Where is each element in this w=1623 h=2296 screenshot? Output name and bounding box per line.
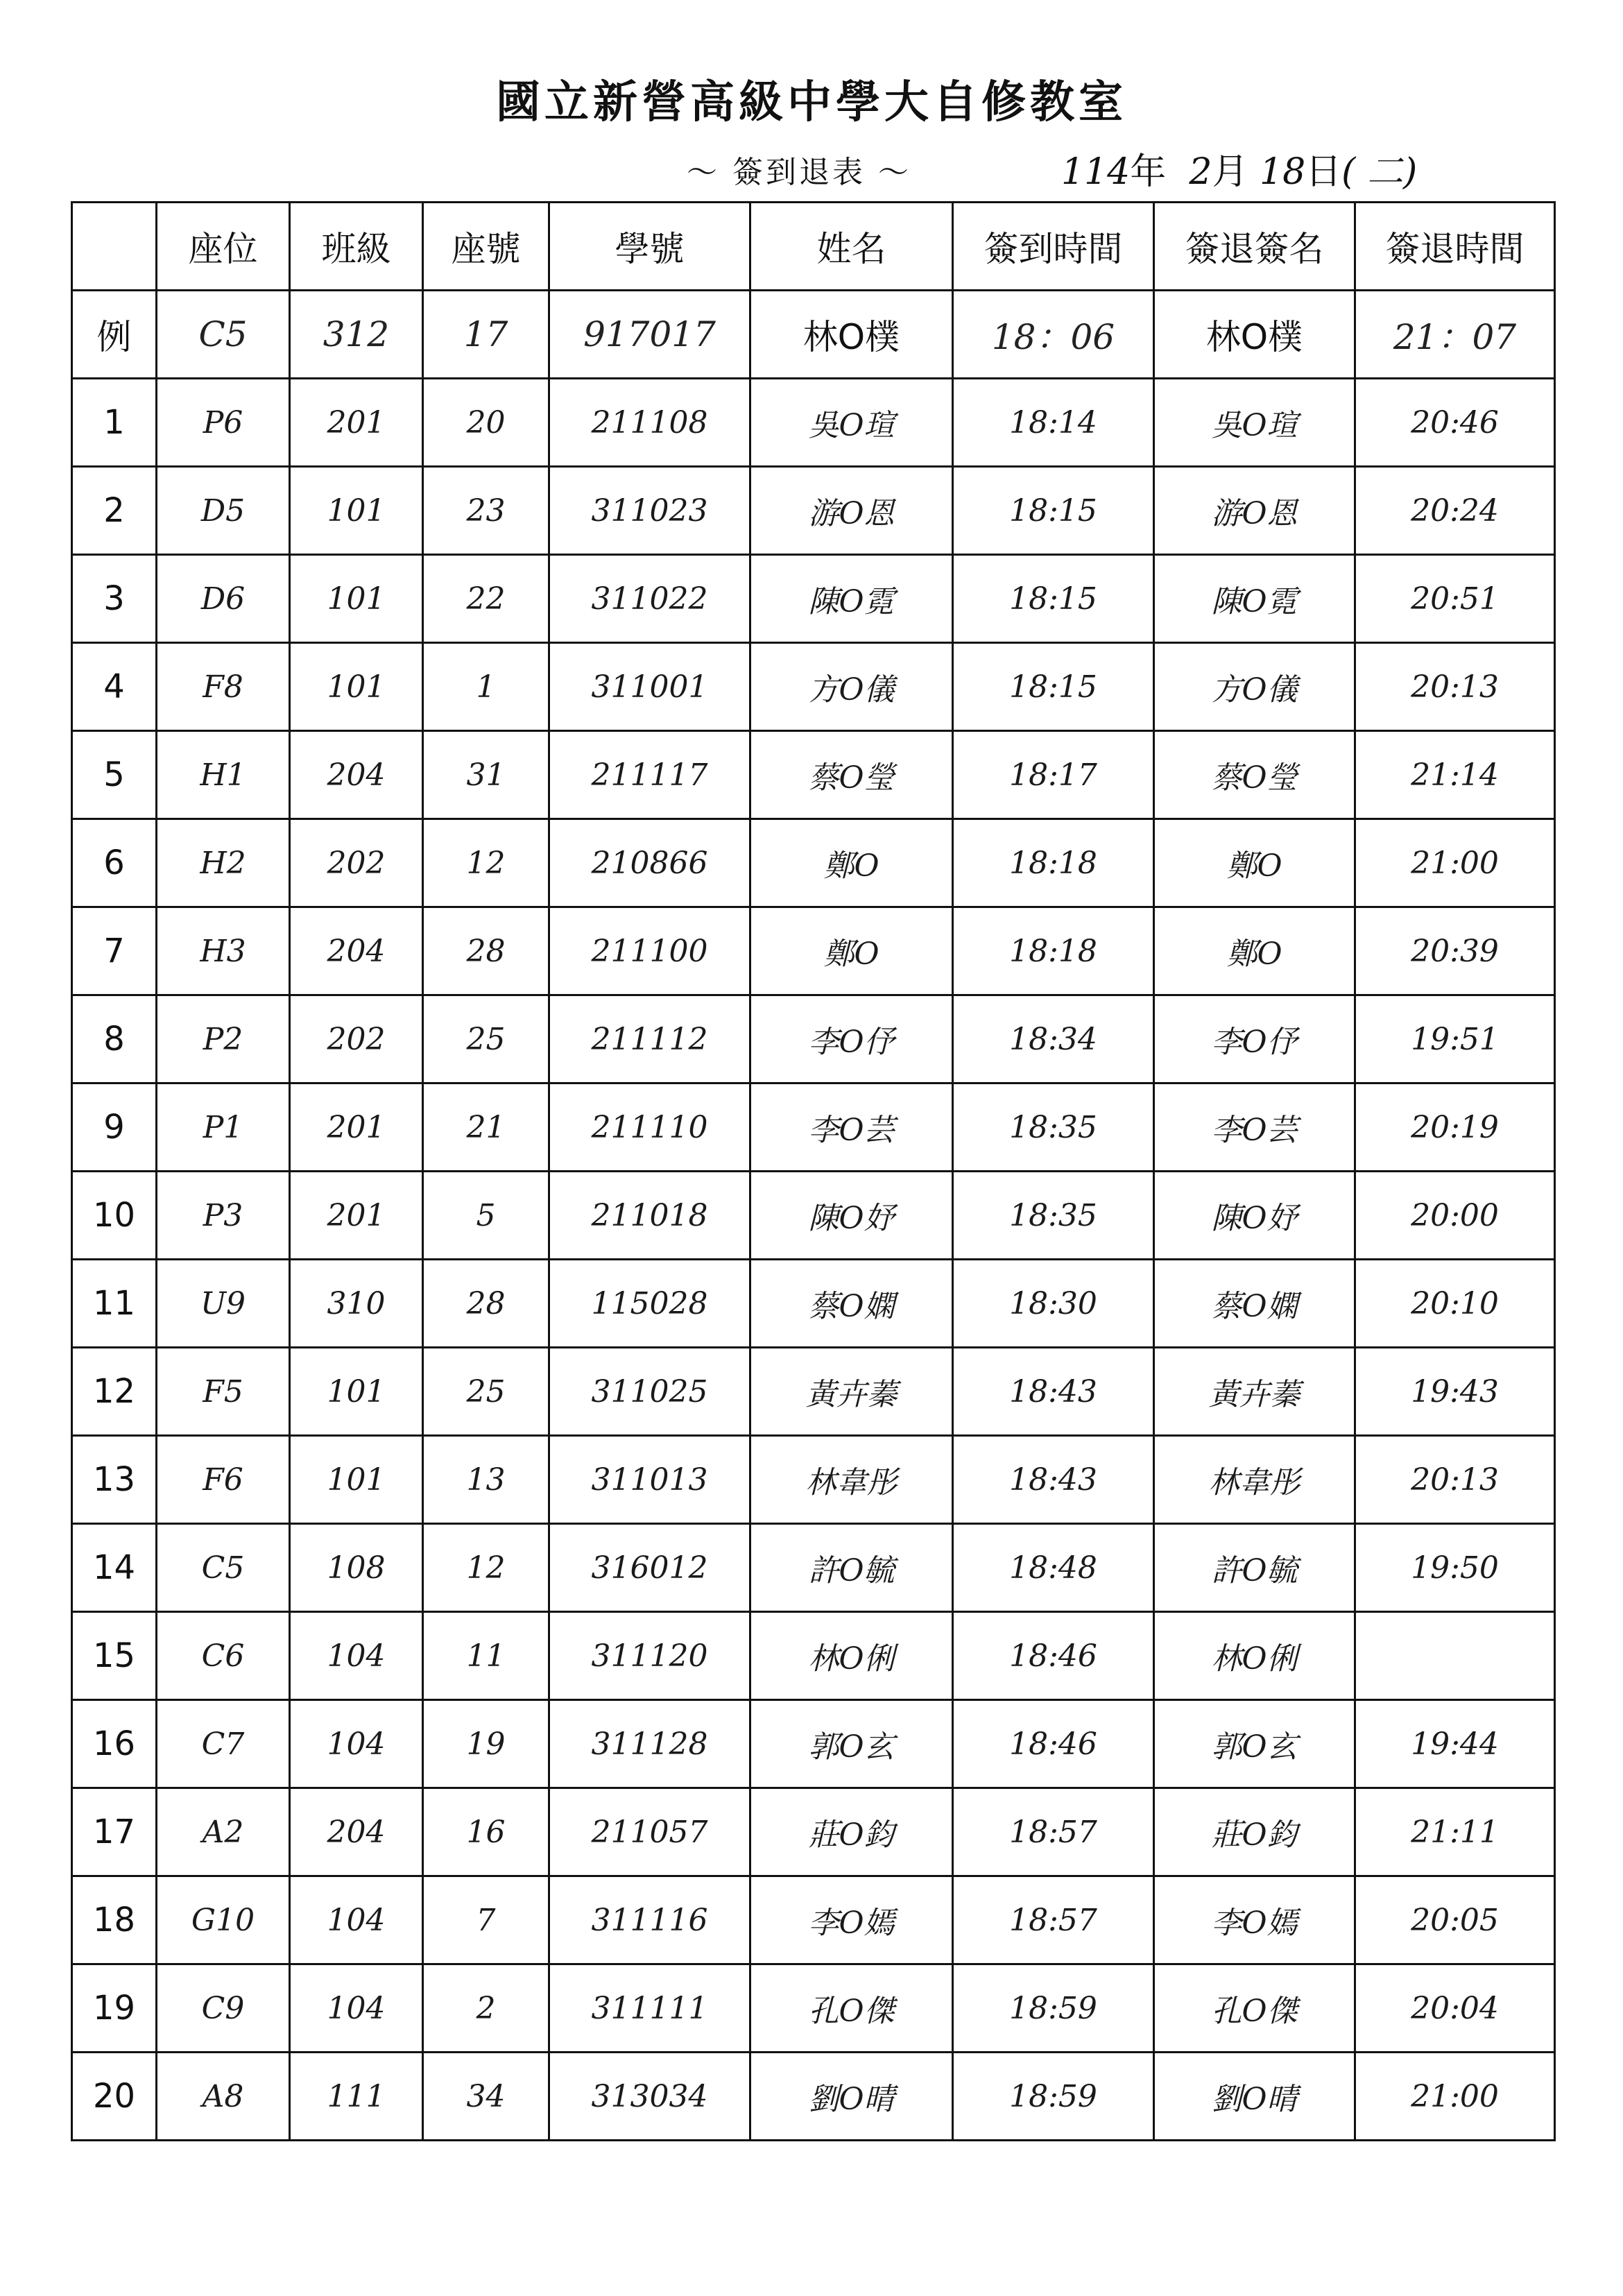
table-row [72, 995, 1555, 1083]
cell-name: 游O恩 [750, 467, 953, 555]
cell-name: 方O儀 [750, 643, 953, 731]
table-row [72, 1083, 1555, 1172]
cell-sign-out-time: 20:13 [1355, 1436, 1555, 1524]
cell-student-id: 115028 [549, 1260, 750, 1348]
cell-name: 陳O霓 [750, 555, 953, 643]
col-header-seat-number: 座號 [423, 203, 549, 291]
cell-sign-in-time: 18:35 [953, 1083, 1154, 1172]
example-seat: C5 [157, 291, 290, 379]
table-row [72, 1524, 1555, 1612]
cell-student-id: 311025 [549, 1348, 750, 1436]
table-row [72, 1700, 1555, 1788]
table-row [72, 1612, 1555, 1700]
cell-seat: C7 [157, 1700, 290, 1788]
cell-row-number: 6 [72, 819, 157, 907]
cell-sign-out-time: 19:50 [1355, 1524, 1555, 1612]
cell-row-number: 5 [72, 731, 157, 819]
cell-row-number: 8 [72, 995, 157, 1083]
cell-class: 101 [290, 1348, 423, 1436]
cell-sign-out-signature: 李O芸 [1154, 1083, 1355, 1172]
cell-seat: G10 [157, 1876, 290, 1964]
cell-seat-number: 12 [423, 1524, 549, 1612]
cell-seat: D5 [157, 467, 290, 555]
cell-seat: H2 [157, 819, 290, 907]
cell-seat-number: 13 [423, 1436, 549, 1524]
cell-row-number: 14 [72, 1524, 157, 1612]
cell-sign-out-time: 20:04 [1355, 1964, 1555, 2053]
col-header-student-id: 學號 [549, 203, 750, 291]
cell-row-number: 1 [72, 379, 157, 467]
cell-seat-number: 20 [423, 379, 549, 467]
cell-seat-number: 28 [423, 1260, 549, 1348]
date-day-label: 日 [1305, 151, 1342, 193]
cell-row-number: 11 [72, 1260, 157, 1348]
cell-student-id: 211100 [549, 907, 750, 995]
cell-class: 202 [290, 819, 423, 907]
cell-name: 黃卉蓁 [750, 1348, 953, 1436]
table-row [72, 731, 1555, 819]
cell-seat-number: 31 [423, 731, 549, 819]
cell-student-id: 211057 [549, 1788, 750, 1876]
table-row [72, 467, 1555, 555]
cell-class: 201 [290, 379, 423, 467]
table-row [72, 819, 1555, 907]
example-name: 林O樸 [750, 291, 953, 379]
table-row [72, 1788, 1555, 1876]
cell-sign-out-time: 20:00 [1355, 1172, 1555, 1260]
cell-sign-out-time [1355, 1612, 1555, 1700]
cell-class: 108 [290, 1524, 423, 1612]
cell-student-id: 211108 [549, 379, 750, 467]
cell-student-id: 313034 [549, 2053, 750, 2141]
cell-seat: C5 [157, 1524, 290, 1612]
cell-sign-in-time: 18:43 [953, 1348, 1154, 1436]
cell-seat: P3 [157, 1172, 290, 1260]
example-sign-in-time: 18：06 [953, 291, 1154, 379]
cell-name: 林韋彤 [750, 1436, 953, 1524]
date-year-label: 年 [1130, 151, 1167, 193]
cell-name: 李O嫣 [750, 1876, 953, 1964]
cell-sign-out-signature: 陳O霓 [1154, 555, 1355, 643]
cell-name: 陳O妤 [750, 1172, 953, 1260]
example-sign-out-time: 21：07 [1355, 291, 1555, 379]
cell-row-number: 10 [72, 1172, 157, 1260]
date-day: 18 [1259, 151, 1306, 193]
cell-seat-number: 34 [423, 2053, 549, 2141]
cell-row-number: 4 [72, 643, 157, 731]
cell-seat-number: 1 [423, 643, 549, 731]
cell-seat: P6 [157, 379, 290, 467]
table-row [72, 1436, 1555, 1524]
cell-sign-out-time: 20:39 [1355, 907, 1555, 995]
cell-sign-out-signature: 蔡O瑩 [1154, 731, 1355, 819]
cell-student-id: 311013 [549, 1436, 750, 1524]
cell-name: 林O俐 [750, 1612, 953, 1700]
cell-sign-out-time: 20:19 [1355, 1083, 1555, 1172]
table-row [72, 2053, 1555, 2141]
cell-student-id: 211018 [549, 1172, 750, 1260]
cell-seat-number: 23 [423, 467, 549, 555]
table-row [72, 1964, 1555, 2053]
cell-sign-in-time: 18:15 [953, 467, 1154, 555]
cell-row-number: 17 [72, 1788, 157, 1876]
cell-sign-out-time: 20:51 [1355, 555, 1555, 643]
cell-sign-out-time: 19:44 [1355, 1700, 1555, 1788]
cell-sign-in-time: 18:18 [953, 907, 1154, 995]
cell-seat-number: 25 [423, 1348, 549, 1436]
cell-student-id: 311111 [549, 1964, 750, 2053]
cell-seat: U9 [157, 1260, 290, 1348]
cell-student-id: 211110 [549, 1083, 750, 1172]
example-class: 312 [290, 291, 423, 379]
table-row [72, 1172, 1555, 1260]
cell-sign-in-time: 18:15 [953, 555, 1154, 643]
table-row [72, 555, 1555, 643]
col-header-seat: 座位 [157, 203, 290, 291]
cell-class: 111 [290, 2053, 423, 2141]
cell-class: 204 [290, 731, 423, 819]
cell-seat: F5 [157, 1348, 290, 1436]
table-row [72, 1260, 1555, 1348]
cell-row-number: 9 [72, 1083, 157, 1172]
date-weekday: ( 二) [1341, 151, 1418, 193]
cell-seat-number: 11 [423, 1612, 549, 1700]
cell-seat: P2 [157, 995, 290, 1083]
cell-sign-in-time: 18:57 [953, 1788, 1154, 1876]
cell-row-number: 20 [72, 2053, 157, 2141]
cell-sign-out-time: 19:51 [1355, 995, 1555, 1083]
cell-name: 郭O玄 [750, 1700, 953, 1788]
cell-row-number: 16 [72, 1700, 157, 1788]
cell-seat: F6 [157, 1436, 290, 1524]
cell-sign-out-time: 20:05 [1355, 1876, 1555, 1964]
cell-seat-number: 22 [423, 555, 549, 643]
cell-class: 104 [290, 1876, 423, 1964]
cell-row-number: 15 [72, 1612, 157, 1700]
cell-sign-out-time: 21:00 [1355, 819, 1555, 907]
cell-sign-out-time: 20:24 [1355, 467, 1555, 555]
cell-row-number: 12 [72, 1348, 157, 1436]
cell-class: 101 [290, 1436, 423, 1524]
cell-sign-out-time: 19:43 [1355, 1348, 1555, 1436]
header-row [72, 203, 1555, 291]
cell-class: 204 [290, 1788, 423, 1876]
cell-seat-number: 21 [423, 1083, 549, 1172]
example-label: 例 [72, 291, 157, 379]
cell-name: 孔O傑 [750, 1964, 953, 2053]
cell-class: 101 [290, 555, 423, 643]
cell-sign-in-time: 18:48 [953, 1524, 1154, 1612]
sign-in-table [71, 201, 1556, 2141]
cell-seat: C6 [157, 1612, 290, 1700]
table-row [72, 907, 1555, 995]
col-header-sign-in-time: 簽到時間 [953, 203, 1154, 291]
date-month: 2 [1189, 151, 1212, 193]
example-student-id: 917017 [549, 291, 750, 379]
cell-student-id: 311128 [549, 1700, 750, 1788]
cell-seat: A2 [157, 1788, 290, 1876]
example-seat-number: 17 [423, 291, 549, 379]
cell-name: 蔡O瑩 [750, 731, 953, 819]
cell-sign-out-signature: 吳O瑄 [1154, 379, 1355, 467]
cell-sign-in-time: 18:43 [953, 1436, 1154, 1524]
cell-row-number: 7 [72, 907, 157, 995]
sheet-title: 國立新營高級中學大自修教室 [496, 76, 1127, 128]
cell-name: 劉O晴 [750, 2053, 953, 2141]
col-header-sign-out-time: 簽退時間 [1355, 203, 1555, 291]
cell-seat-number: 16 [423, 1788, 549, 1876]
cell-sign-out-signature: 鄭O [1154, 819, 1355, 907]
cell-row-number: 13 [72, 1436, 157, 1524]
cell-class: 202 [290, 995, 423, 1083]
cell-student-id: 316012 [549, 1524, 750, 1612]
cell-student-id: 311120 [549, 1612, 750, 1700]
cell-class: 104 [290, 1612, 423, 1700]
cell-sign-out-signature: 孔O傑 [1154, 1964, 1355, 2053]
cell-name: 吳O瑄 [750, 379, 953, 467]
cell-student-id: 210866 [549, 819, 750, 907]
cell-seat: A8 [157, 2053, 290, 2141]
cell-name: 蔡O嫻 [750, 1260, 953, 1348]
cell-sign-out-signature: 劉O晴 [1154, 2053, 1355, 2141]
cell-name: 莊O鈞 [750, 1788, 953, 1876]
col-header-sign-out-signature: 簽退簽名 [1154, 203, 1355, 291]
cell-sign-out-time: 20:13 [1355, 643, 1555, 731]
cell-sign-out-signature: 方O儀 [1154, 643, 1355, 731]
cell-student-id: 211112 [549, 995, 750, 1083]
cell-name: 鄭O [750, 819, 953, 907]
cell-class: 201 [290, 1083, 423, 1172]
cell-name: 許O毓 [750, 1524, 953, 1612]
cell-row-number: 3 [72, 555, 157, 643]
cell-row-number: 2 [72, 467, 157, 555]
cell-seat-number: 28 [423, 907, 549, 995]
cell-sign-out-time: 21:00 [1355, 2053, 1555, 2141]
cell-class: 310 [290, 1260, 423, 1348]
cell-sign-in-time: 18:18 [953, 819, 1154, 907]
cell-sign-in-time: 18:57 [953, 1876, 1154, 1964]
cell-seat-number: 7 [423, 1876, 549, 1964]
cell-student-id: 311116 [549, 1876, 750, 1964]
cell-sign-in-time: 18:15 [953, 643, 1154, 731]
col-header-name: 姓名 [750, 203, 953, 291]
cell-sign-in-time: 18:46 [953, 1700, 1154, 1788]
cell-seat: F8 [157, 643, 290, 731]
cell-sign-out-signature: 蔡O嫻 [1154, 1260, 1355, 1348]
cell-sign-out-time: 21:11 [1355, 1788, 1555, 1876]
cell-seat: H1 [157, 731, 290, 819]
cell-sign-out-signature: 莊O鈞 [1154, 1788, 1355, 1876]
cell-sign-in-time: 18:30 [953, 1260, 1154, 1348]
cell-sign-out-signature: 林O俐 [1154, 1612, 1355, 1700]
table-row [72, 1876, 1555, 1964]
cell-class: 101 [290, 643, 423, 731]
cell-sign-in-time: 18:59 [953, 2053, 1154, 2141]
cell-sign-in-time: 18:35 [953, 1172, 1154, 1260]
cell-seat-number: 2 [423, 1964, 549, 2053]
col-header-class: 班級 [290, 203, 423, 291]
cell-seat-number: 25 [423, 995, 549, 1083]
cell-seat-number: 19 [423, 1700, 549, 1788]
cell-class: 204 [290, 907, 423, 995]
cell-sign-out-signature: 李O伃 [1154, 995, 1355, 1083]
cell-student-id: 211117 [549, 731, 750, 819]
cell-class: 104 [290, 1700, 423, 1788]
example-row [72, 291, 1555, 379]
cell-name: 鄭O [750, 907, 953, 995]
cell-sign-out-signature: 郭O玄 [1154, 1700, 1355, 1788]
cell-sign-in-time: 18:59 [953, 1964, 1154, 2053]
cell-sign-out-signature: 林韋彤 [1154, 1436, 1355, 1524]
cell-sign-out-time: 21:14 [1355, 731, 1555, 819]
cell-sign-in-time: 18:17 [953, 731, 1154, 819]
cell-seat: H3 [157, 907, 290, 995]
cell-sign-in-time: 18:14 [953, 379, 1154, 467]
cell-sign-out-signature: 李O嫣 [1154, 1876, 1355, 1964]
date-year: 114 [1061, 151, 1131, 193]
col-header-index [72, 203, 157, 291]
cell-sign-out-signature: 游O恩 [1154, 467, 1355, 555]
cell-class: 101 [290, 467, 423, 555]
example-sign-out-signature: 林O樸 [1154, 291, 1355, 379]
date-month-label: 月 [1212, 151, 1248, 193]
table-row [72, 379, 1555, 467]
table-row [72, 643, 1555, 731]
cell-sign-in-time: 18:34 [953, 995, 1154, 1083]
cell-student-id: 311023 [549, 467, 750, 555]
date-line [1061, 142, 1417, 194]
cell-sign-out-signature: 陳O妤 [1154, 1172, 1355, 1260]
cell-seat: D6 [157, 555, 290, 643]
cell-student-id: 311001 [549, 643, 750, 731]
cell-seat: P1 [157, 1083, 290, 1172]
cell-class: 104 [290, 1964, 423, 2053]
cell-sign-out-signature: 許O毓 [1154, 1524, 1355, 1612]
cell-sign-in-time: 18:46 [953, 1612, 1154, 1700]
table-row [72, 1348, 1555, 1436]
cell-seat-number: 12 [423, 819, 549, 907]
cell-row-number: 19 [72, 1964, 157, 2053]
cell-seat-number: 5 [423, 1172, 549, 1260]
cell-row-number: 18 [72, 1876, 157, 1964]
cell-sign-out-time: 20:46 [1355, 379, 1555, 467]
cell-class: 201 [290, 1172, 423, 1260]
cell-sign-out-time: 20:10 [1355, 1260, 1555, 1348]
cell-name: 李O伃 [750, 995, 953, 1083]
cell-student-id: 311022 [549, 555, 750, 643]
cell-name: 李O芸 [750, 1083, 953, 1172]
cell-sign-out-signature: 鄭O [1154, 907, 1355, 995]
sheet-subtitle: ～ 簽到退表 ～ [687, 155, 911, 190]
cell-seat: C9 [157, 1964, 290, 2053]
cell-sign-out-signature: 黃卉蓁 [1154, 1348, 1355, 1436]
